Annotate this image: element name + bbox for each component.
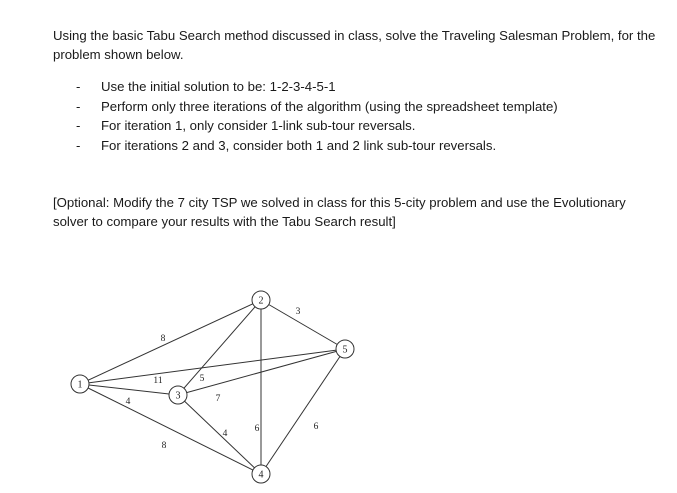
list-item-text: Use the initial solution to be: 1-2-3-4-5-1 (101, 79, 336, 94)
node-5-label: 5 (342, 344, 348, 356)
edge-weight-4-5: 6 (313, 422, 319, 432)
edge-weight-1-2: 8 (160, 334, 166, 344)
edge-1-2 (80, 300, 261, 384)
edge-weight-3-5: 7 (215, 394, 221, 404)
edge-weight-3-4: 4 (222, 429, 228, 439)
edge-weight-2-4: 6 (254, 424, 260, 434)
bullet-dash: - (76, 118, 81, 133)
edge-2-5 (261, 300, 345, 349)
node-1-label: 1 (77, 379, 83, 391)
bullet-dash: - (76, 137, 81, 153)
node-2 (252, 291, 270, 309)
edge-weight-1-3: 4 (125, 397, 131, 407)
edge-1-5 (80, 349, 345, 384)
edge-1-3 (80, 384, 178, 395)
node-3 (169, 386, 187, 404)
node-1 (71, 375, 89, 393)
intro-paragraph: Using the basic Tabu Search method discussed in class, solve the Traveling Salesman Problem, for the problem shown below. (53, 28, 656, 62)
edge-weight-2-5: 3 (295, 307, 301, 317)
node-4 (252, 465, 270, 483)
optional-note: [Optional: Modify the 7 city TSP we solved in class for this 5-city problem and use the Evolutionary solver to compare your results with the Tabu Search result] (53, 195, 626, 229)
edge-weight-2-3: 5 (199, 374, 205, 384)
node-2-label: 2 (258, 295, 264, 307)
edge-3-4 (178, 395, 261, 474)
list-item-text: For iterations 2 and 3, consider both 1 and 2 link sub-tour reversals. (101, 137, 497, 153)
edge-2-3 (178, 300, 261, 395)
node-3-label: 3 (175, 390, 181, 402)
edge-4-5 (261, 349, 345, 474)
node-5 (336, 340, 354, 358)
bullet-dash: - (76, 79, 81, 94)
edge-weight-1-5: 11 (153, 376, 163, 386)
node-4-label: 4 (258, 469, 264, 481)
list-item-text: For iteration 1, only consider 1-link sub-tour reversals. (101, 118, 416, 133)
bullet-dash: - (76, 98, 81, 114)
edge-weight-1-4: 8 (161, 441, 167, 451)
list-item-text: Perform only three iterations of the algorithm (using the spreadsheet template) (101, 98, 558, 114)
